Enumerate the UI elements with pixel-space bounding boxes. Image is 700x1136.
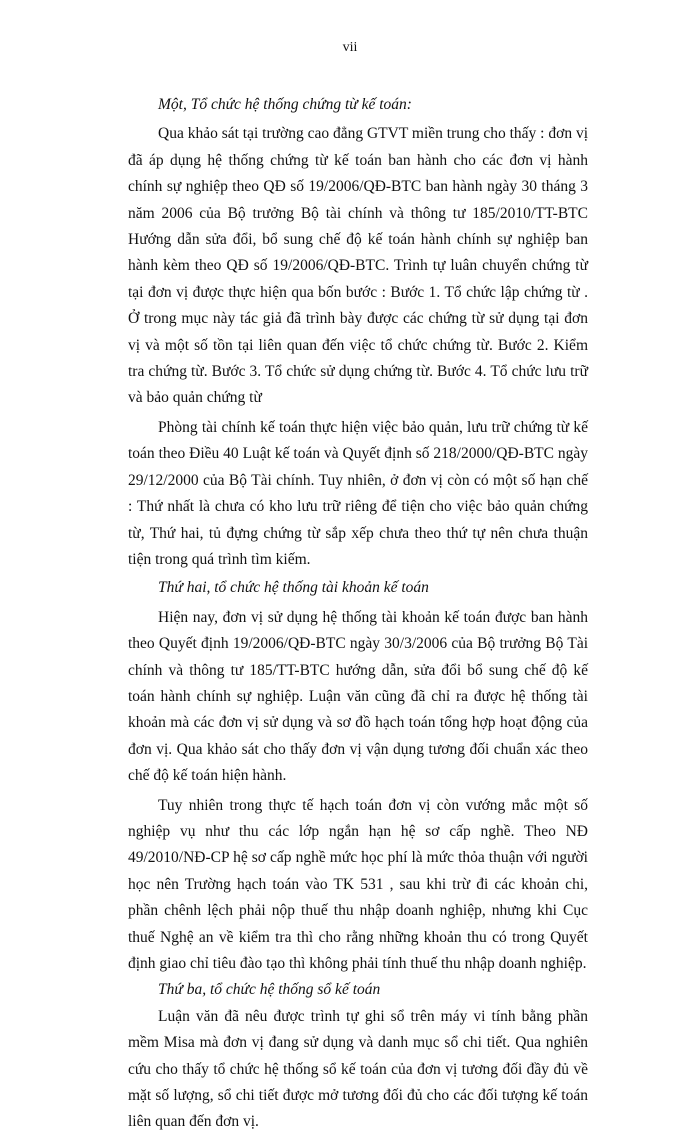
paragraph: Hiện nay, đơn vị sử dụng hệ thống tài khoản kế toán được ban hành theo Quyết định 19/2006/QĐ-BTC ngày 30/3/2006 của Bộ trưởng Bộ Tài chính và thông tư 185/TT-BTC hướng dẫn, sửa đổi bổ sung chế độ kế toán hành chính sự nghiệp. Luận văn cũng đã chỉ ra được hệ thống tài khoản mà các đơn vị sử dụng và sơ đồ hạch toán tổng hợp hoạt động của đơn vị. Qua khảo sát cho thấy đơn vị vận dụng tương đối chuẩn xác theo chế độ kế toán hiện hành.	[128, 608, 588, 785]
section-heading-so-ke-toan: Thứ ba, tổ chức hệ thống sổ kế toán	[158, 981, 381, 999]
paragraph: Luận văn đã nêu được trình tự ghi sổ trên máy vi tính bằng phần mềm Misa mà đơn vị đang sử dụng và danh mục sổ chi tiết. Qua nghiên cứu cho thấy tổ chức hệ thống sổ kế toán của đơn vị tương đối đầy đủ về mặt số lượng, sổ chi tiết được mở tương đối đủ cho các đối tượng kế toán liên quan đến đơn vị.	[128, 1007, 588, 1131]
paragraph: Phòng tài chính kế toán thực hiện việc bảo quản, lưu trữ chứng từ kế toán theo Điều 40 Luật kế toán và Quyết định số 218/2000/QĐ-BTC ngày 29/12/2000 của Bộ Tài chính. Tuy nhiên, ở đơn vị còn có một số hạn chế : Thứ nhất là chưa có kho lưu trữ riêng để tiện cho việc bảo quản chứng từ, Thứ hai, tủ đựng chứng từ sắp xếp chưa theo thứ tự nên chưa thuận tiện trong quá trình tìm kiếm.	[128, 418, 588, 568]
paragraph: Tuy nhiên trong thực tế hạch toán đơn vị còn vướng mắc một số nghiệp vụ như thu các lớp ngắn hạn hệ sơ cấp nghề. Theo NĐ 49/2010/NĐ-CP hệ sơ cấp nghề mức học phí là mức thỏa thuận với người học nên Trường hạch toán vào TK 531 , sau khi trừ đi các khoản chi, phần chênh lệch phải nộp thuế thu nhập doanh nghiệp, nhưng khi Cục thuế Nghệ an về kiểm tra thì cho rằng những khoản thu có trong Quyết định giao chỉ tiêu đào tạo thì không phải tính thuế thu nhập doanh nghiệp.	[128, 796, 588, 972]
page-body	[128, 92, 588, 1136]
section-heading-chung-tu: Một, Tổ chức hệ thống chứng từ kế toán:	[158, 96, 412, 113]
section-heading-tai-khoan: Thứ hai, tổ chức hệ thống tài khoản kế toán	[158, 579, 429, 597]
paragraph: Qua khảo sát tại trường cao đẳng GTVT miền trung cho thấy : đơn vị đã áp dụng hệ thống chứng từ kế toán ban hành cho các đơn vị hành chính sự nghiệp theo QĐ số 19/2006/QĐ-BTC ban hành ngày 30 tháng 3 năm 2006 của Bộ trưởng Bộ tài chính và thông tư 185/2010/TT-BTC Hướng dẫn sửa đổi, bổ sung chế độ kế toán hành chính sự nghiệp ban hành kèm theo QĐ số 19/2006/QĐ-BTC. Trình tự luân chuyển chứng từ tại đơn vị được thực hiện qua bốn bước : Bước 1. Tổ chức lập chứng từ . Ở trong mục này tác giả đã trình bày được các chứng từ sử dụng tại đơn vị và một số tồn tại liên quan đến việc tổ chức chứng từ. Bước 2. Kiểm tra chứng từ. Bước 3. Tổ chức sử dụng chứng từ. Bước 4. Tổ chức lưu trữ và bảo quản chứng từ	[128, 125, 588, 407]
page-number: vii	[342, 40, 358, 55]
